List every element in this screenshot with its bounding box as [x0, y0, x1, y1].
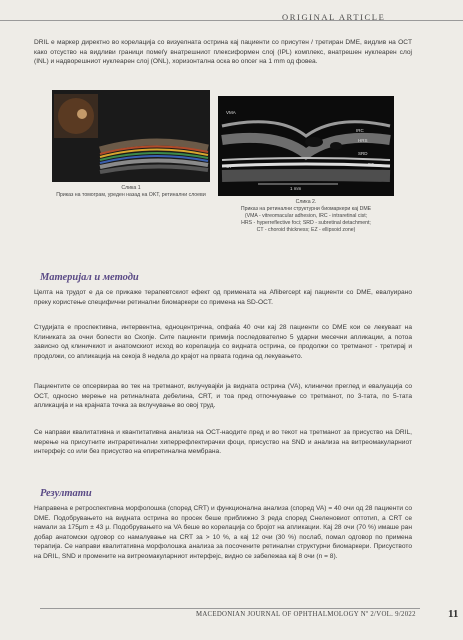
label-ez: EZ	[368, 162, 374, 167]
section-header: ORIGINAL ARTICLE	[282, 12, 386, 22]
footer-rule	[40, 608, 420, 609]
label-vma: VMA	[226, 110, 236, 115]
label-ct: CT	[226, 164, 232, 169]
page-number: 11	[448, 608, 459, 620]
label-scale: 1 mm	[290, 186, 302, 191]
label-hrs: HRS	[358, 138, 368, 143]
methods-paragraph-2: Студијата е проспективна, интервентна, едноцентрична, опфаќа 40 очи кај 28 пациенти со DME кои се лекуваат на Клиниката за очни болести во Скопје. Сите пациенти примија последователно 5 ударни месечни апликации, а потоа зависно од клиничкиот и анатомскиот исход во корелација со видната острина, се продолжи со третманот - третирај и продолжи, со апликација на секоја 8 недела до крајот на првата година од лекувањето.	[34, 324, 412, 360]
methods-paragraph-3: Пациентите се опсервираа во тек на третманот, вклучувајќи ја видната острина (VA), клинички преглед и евалуација со OCT, односно мерење на ретиналната дебелина, CRT, и тоа пред отпочнување со третманот, по 3-тата, по 5-тата апликација и на крајната точка за вклучување во овој труд.	[34, 383, 412, 410]
intro-paragraph: DRIL e маркер директно во корелација со визуелната острина кај пациенти со присутен / третиран DME, видлив на OCT како отсуство на видливи граници помеѓу внатрешниот плексиформен слој (IPL) комплекс, внатрешен нуклеарен слој (INL) и надворешниот нуклеарен слој (ONL), хоризонтална оска во опсег на 1 mm од фовеа.	[34, 39, 412, 66]
label-srd: SRD	[358, 151, 368, 156]
journal-footer: MACEDONIAN JOURNAL OF OPHTHALMOLOGY Nº 2/VOL. 9/2022	[196, 611, 416, 618]
methods-paragraph-4: Се направи квалитативна и квантитативна анализа на OCT-наодите пред и во текот на третманот за присуство на DRIL, мерење на присутните интраретинални хиперрефлектирачки фоци, присуство на SND и анализа на витреомакуларниот интерфејс со или без присуство на епиретинална мембрана.	[34, 429, 412, 456]
label-irc: IRC	[356, 128, 364, 133]
methods-paragraph-1: Целта на трудот е да се прикаже терапевтскиот ефект од примената на Aflibercept кај пациенти со DME, евалуирано преку користење специфични ретинални биомаркери со примена на SD-OCT.	[34, 289, 412, 306]
results-paragraph-1: Направена е ретроспективна морфолошка (според CRT) и функционална анализа (според VA) = 40 очи од 28 пациенти со DME. Подобрувањето на видната острина во просек беше приближно 3 реда според Снеленовиот оптотип, а CRT се намали за 175μm ± 43 μ. Подобрувањето на VA беше во корелација со бројот на апликации. Кај 28 очи (70 %) имаше ран добар анатомски одговор со намалување на CRT за > 10 %, а кај 12 очи (30 %) послаб, помал одговор по примена терапија. Се направи квалитативна морфолошка анализа за посочените ретинални структурни биомаркери. Присуството на DRIL, SND и промените на витреомакуларниот интерфејс, видно се забележаа кај 8 очи (n = 8).	[34, 505, 412, 560]
figure-1-caption: Слика 1 Приказ на томограм, уреден назад на OKT, ретинални слоеви	[56, 185, 206, 198]
results-heading: Резултати	[40, 488, 92, 499]
figure-2-caption: Слика 2. Приказ на ретинални структурни биомаркери кај DME (VMA - vitreomacular adhesion, IRC - intraretinal cist; HRS - hyperreflective foci; SRD - subretinal detachment; CT - choroid thickness; EZ - ellipsoid zone)	[240, 199, 372, 233]
figure-1-image	[52, 90, 210, 182]
figure-2-image	[218, 96, 394, 196]
header-rule	[0, 20, 463, 21]
methods-heading: Материјал и методи	[40, 272, 139, 283]
